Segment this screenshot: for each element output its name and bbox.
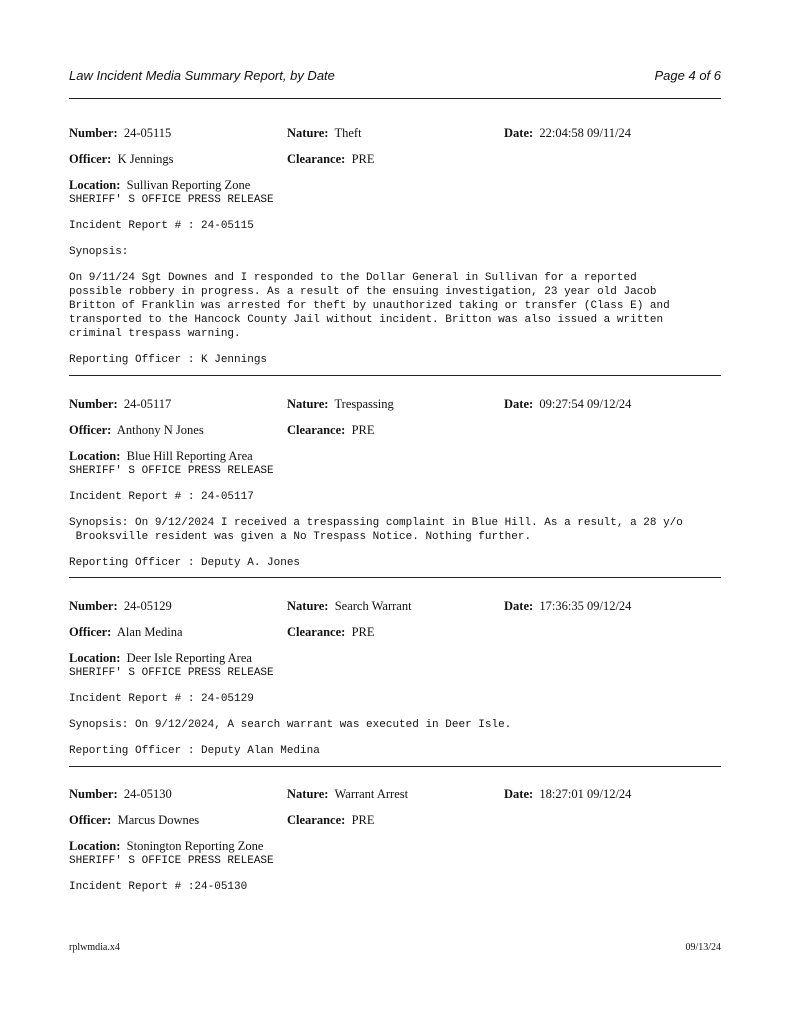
footer-report-id: rplwmdia.x4	[69, 942, 120, 953]
press-release-label: SHERIFF' S OFFICE PRESS RELEASE	[69, 465, 274, 477]
reporting-officer: Reporting Officer : Deputy Alan Medina	[69, 745, 320, 757]
date-field: Date: 18:27:01 09/12/24	[504, 787, 632, 801]
incident-record	[69, 126, 721, 367]
incident-report-number: Incident Report # : 24-05115	[69, 220, 254, 232]
press-release-label: SHERIFF' S OFFICE PRESS RELEASE	[69, 855, 274, 867]
clearance-field: Clearance: PRE	[287, 423, 375, 437]
nature-field: Nature: Theft	[287, 126, 362, 140]
date-field: Date: 09:27:54 09/12/24	[504, 397, 632, 411]
header-divider	[69, 98, 721, 99]
synopsis-text: Synopsis: On 9/12/2024 I received a trespassing complaint in Blue Hill. As a result, a 28 y/o Brooksville resident was given a No Trespass Notice. Nothing further.	[69, 517, 683, 543]
number-field: Number: 24-05115	[69, 126, 172, 140]
reporting-officer: Reporting Officer : Deputy A. Jones	[69, 557, 301, 569]
incident-report-number: Incident Report # : 24-05129	[69, 693, 254, 705]
record-divider	[69, 577, 721, 578]
officer-field: Officer: Anthony N Jones	[69, 423, 204, 437]
nature-field: Nature: Warrant Arrest	[287, 787, 409, 801]
officer-field: Officer: K Jennings	[69, 152, 174, 166]
synopsis-label: Synopsis:	[69, 246, 129, 258]
location-field: Location: Stonington Reporting Zone	[69, 839, 264, 853]
clearance-field: Clearance: PRE	[287, 625, 375, 639]
location-field: Location: Deer Isle Reporting Area	[69, 651, 252, 665]
report-title: Law Incident Media Summary Report, by Date	[69, 68, 335, 83]
nature-field: Nature: Trespassing	[287, 397, 394, 411]
incident-report-number: Incident Report # :24-05130	[69, 881, 248, 893]
reporting-officer: Reporting Officer : K Jennings	[69, 354, 268, 366]
nature-field: Nature: Search Warrant	[287, 599, 412, 613]
press-release-label: SHERIFF' S OFFICE PRESS RELEASE	[69, 667, 274, 679]
record-divider	[69, 766, 721, 767]
number-field: Number: 24-05117	[69, 397, 172, 411]
clearance-field: Clearance: PRE	[287, 152, 375, 166]
officer-field: Officer: Alan Medina	[69, 625, 183, 639]
incident-report-number: Incident Report # : 24-05117	[69, 491, 254, 503]
incident-record	[69, 397, 721, 570]
incident-record	[69, 599, 721, 758]
location-field: Location: Blue Hill Reporting Area	[69, 449, 253, 463]
synopsis-text: Synopsis: On 9/12/2024, A search warrant was executed in Deer Isle.	[69, 719, 512, 731]
clearance-field: Clearance: PRE	[287, 813, 375, 827]
record-divider	[69, 375, 721, 376]
date-field: Date: 17:36:35 09/12/24	[504, 599, 632, 613]
location-field: Location: Sullivan Reporting Zone	[69, 178, 251, 192]
officer-field: Officer: Marcus Downes	[69, 813, 200, 827]
date-field: Date: 22:04:58 09/11/24	[504, 126, 631, 140]
page-number: Page 4 of 6	[654, 68, 721, 83]
footer-date: 09/13/24	[685, 942, 721, 953]
number-field: Number: 24-05130	[69, 787, 172, 801]
number-field: Number: 24-05129	[69, 599, 172, 613]
incident-record	[69, 787, 721, 894]
synopsis-text: On 9/11/24 Sgt Downes and I responded to the Dollar General in Sullivan for a reported possible robbery in progress. As a result of the ensuing investigation, 23 year old Jacob Britton of Franklin was arrested for theft by unauthorized taking or transfer (Class E) and transported to the Hancock County Jail without incident. Britton was also issued a written criminal trespass warning.	[69, 272, 670, 340]
press-release-label: SHERIFF' S OFFICE PRESS RELEASE	[69, 194, 274, 206]
